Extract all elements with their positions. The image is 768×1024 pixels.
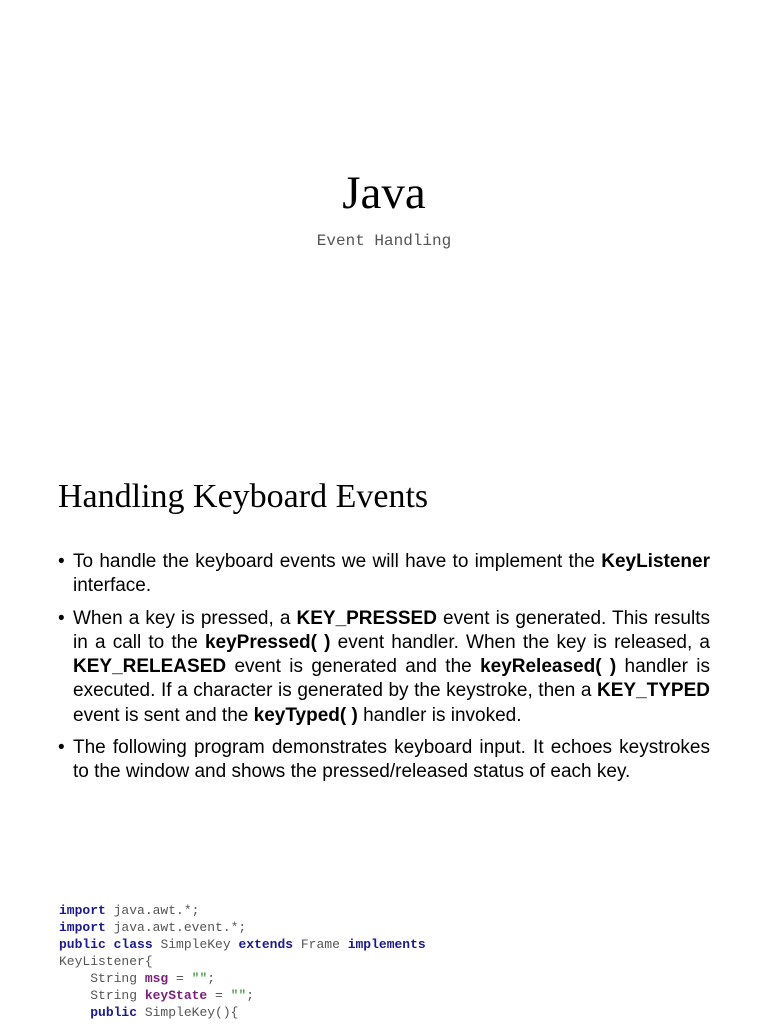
code-string: "": [230, 988, 247, 1003]
code-line: [59, 1004, 426, 1021]
section-heading: Handling Keyboard Events: [58, 478, 429, 515]
code-keyword: extends: [238, 937, 294, 952]
bullet-marker: •: [58, 737, 65, 759]
bullet-text: event is generated and the: [226, 656, 481, 678]
code-line: [59, 987, 426, 1004]
code-keyword: import: [59, 920, 106, 935]
code-text: java.awt.event.*;: [105, 920, 247, 935]
code-keyword: import: [59, 903, 106, 918]
bullet-text: When a key is pressed, a: [73, 607, 297, 629]
code-keyword: public: [90, 1005, 138, 1020]
bullet-text: event is generated. This results in a call to the: [73, 607, 710, 653]
bullet-emphasis: KEY_TYPED: [597, 680, 710, 702]
code-text: =: [207, 988, 231, 1003]
bullet-marker: •: [58, 551, 65, 572]
code-line: [59, 919, 426, 936]
slide-title: Java: [342, 167, 426, 219]
code-string: "": [191, 971, 208, 986]
bullet-item: [58, 736, 710, 785]
code-keyword: implements: [347, 937, 426, 952]
code-field: msg: [144, 971, 169, 986]
bullet-text: interface.: [73, 575, 152, 597]
code-block: [59, 902, 426, 1021]
code-text: ;: [246, 988, 255, 1003]
bullet-emphasis: keyTyped( ): [253, 704, 358, 726]
bullet-emphasis: keyPressed( ): [204, 631, 331, 653]
bullet-emphasis: KEY_PRESSED: [296, 607, 437, 629]
bullet-emphasis: KEY_RELEASED: [73, 656, 227, 678]
code-text: SimpleKey: [152, 937, 239, 952]
bullet-text: The following program demonstrates keyboard input. It echoes keystrokes to the window and shows the pressed/released status of each key.: [73, 737, 710, 783]
bullet-text: event handler. When the key is released, a: [330, 631, 710, 653]
code-keyword: public: [59, 937, 106, 952]
bullet-text: event is sent and the: [73, 704, 254, 726]
code-keyword: class: [113, 937, 153, 952]
code-line: [59, 970, 426, 987]
slide-subtitle: Event Handling: [316, 232, 452, 250]
bullet-marker: •: [58, 607, 65, 629]
bullet-list: [58, 550, 710, 793]
code-text: SimpleKey(){: [137, 1005, 239, 1020]
bullet-emphasis: KeyListener: [601, 551, 710, 572]
bullet-emphasis: keyReleased( ): [480, 656, 617, 678]
code-line: [59, 902, 426, 919]
bullet-item: [58, 607, 710, 728]
code-line: [59, 936, 426, 953]
code-line: [59, 953, 426, 970]
code-text: Frame: [293, 937, 348, 952]
bullet-text: handler is invoked.: [357, 704, 522, 726]
code-text: String: [90, 971, 145, 986]
code-text: String: [90, 988, 145, 1003]
code-text: =: [168, 971, 192, 986]
code-text: ;: [207, 971, 216, 986]
bullet-text: handler is executed. If a character is generated by the keystroke, then a: [73, 656, 710, 702]
bullet-item: [58, 550, 710, 599]
code-text: KeyListener{: [59, 954, 153, 969]
bullet-text: To handle the keyboard events we will have to implement the: [73, 551, 602, 572]
code-field: keyState: [144, 988, 208, 1003]
code-text: java.awt.*;: [105, 903, 200, 918]
